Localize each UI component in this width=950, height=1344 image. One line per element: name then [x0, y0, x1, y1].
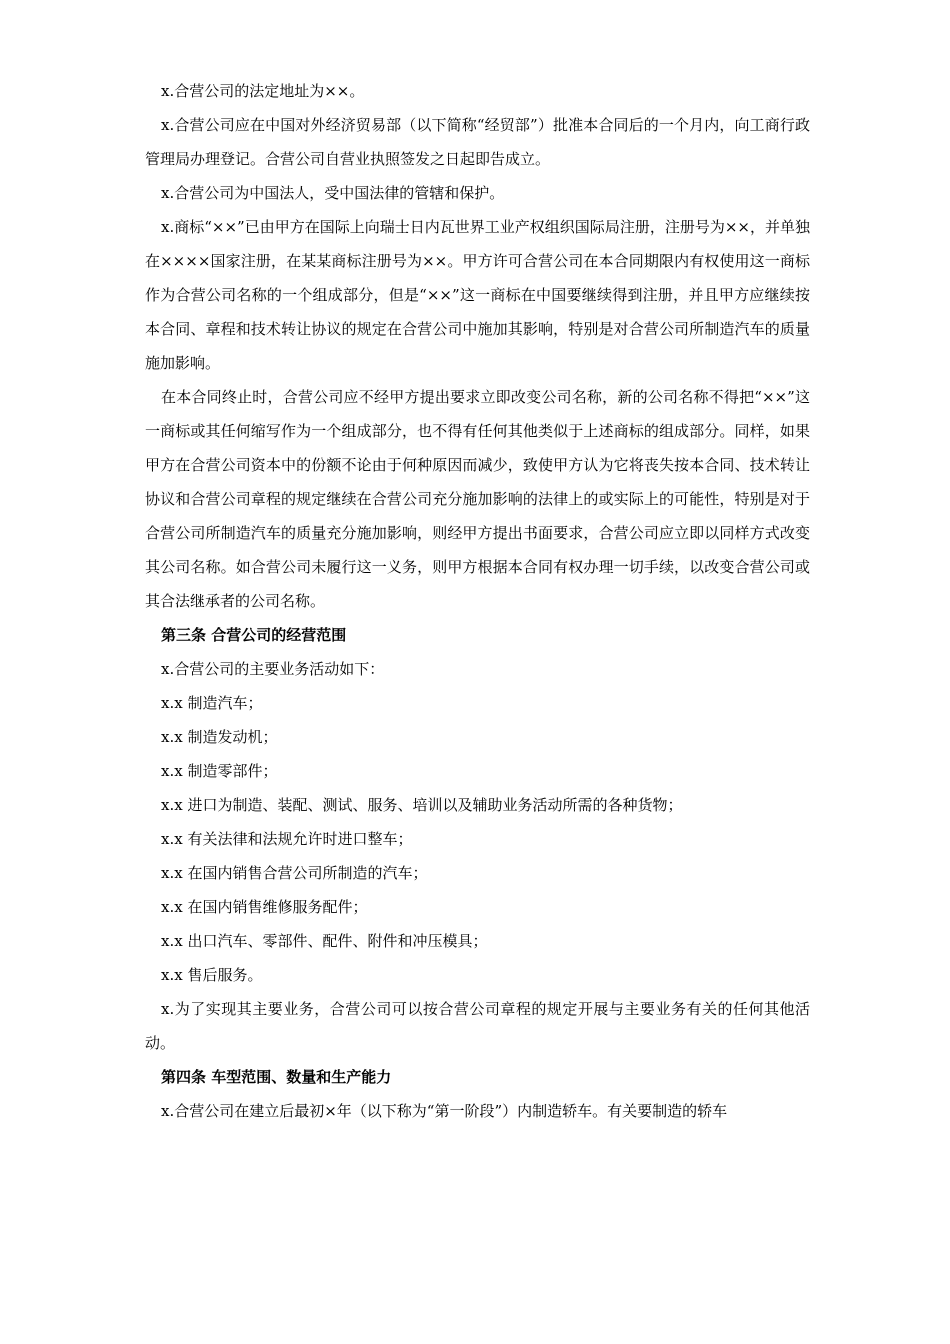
list-item-after-sales: x.x 售后服务。	[161, 966, 263, 984]
paragraph-registration: x.合营公司应在中国对外经济贸易部（以下简称“经贸部”）批准本合同后的一个月内，向工商行政管理局办理登记。合营公司自营业执照签发之日起即告成立。	[145, 116, 810, 168]
list-item-import-vehicles: x.x 有关法律和法规允许时进口整车；	[161, 830, 413, 848]
list-item-import-goods: x.x 进口为制造、装配、测试、服务、培训以及辅助业务活动所需的各种货物；	[161, 796, 683, 814]
list-item-export: x.x 出口汽车、零部件、配件、附件和冲压模具；	[161, 932, 488, 950]
list-item-manufacture-parts: x.x 制造零部件；	[161, 762, 278, 780]
list-item-manufacture-cars: x.x 制造汽车；	[161, 694, 263, 712]
paragraph-legal-person: x.合营公司为中国法人，受中国法律的管辖和保护。	[161, 184, 505, 202]
document-body	[145, 74, 810, 1128]
section-heading-vehicle-scope: 第四条 车型范围、数量和生产能力	[161, 1068, 392, 1086]
paragraph-first-phase: x.合营公司在建立后最初×年（以下称为“第一阶段”）内制造轿车。有关要制造的轿车	[161, 1102, 728, 1120]
paragraph-name-change: 在本合同终止时，合营公司应不经甲方提出要求立即改变公司名称，新的公司名称不得把“××”这一商标或其任何缩写作为一个组成部分，也不得有任何其他类似于上述商标的组成部分。同样，如果甲方在合营公司资本中的份额不论由于何种原因而减少，致使甲方认为它将丧失按本合同、技术转让协议和合营公司章程的规定继续在合营公司充分施加影响的法律上的或实际上的可能性，特别是对于合营公司所制造汽车的质量充分施加影响，则经甲方提出书面要求，合营公司应立即以同样方式改变其公司名称。如合营公司未履行这一义务，则甲方根据本合同有权办理一切手续，以改变合营公司或其合法继承者的公司名称。	[145, 388, 810, 610]
list-item-domestic-car-sales: x.x 在国内销售合营公司所制造的汽车；	[161, 864, 428, 882]
paragraph-trademark: x.商标“××”已由甲方在国际上向瑞士日内瓦世界工业产权组织国际局注册，注册号为××，并单独在××××国家注册，在某某商标注册号为××。甲方许可合营公司在本合同期限内有权使用这一商标作为合营公司名称的一个组成部分，但是“××”这一商标在中国要继续得到注册，并且甲方应继续按本合同、章程和技术转让协议的规定在合营公司中施加其影响，特别是对合营公司所制造汽车的质量施加影响。	[145, 218, 810, 372]
paragraph-other-activities: x.为了实现其主要业务，合营公司可以按合营公司章程的规定开展与主要业务有关的任何其他活动。	[145, 1000, 810, 1052]
list-item-manufacture-engines: x.x 制造发动机；	[161, 728, 278, 746]
paragraph-main-activities: x.合营公司的主要业务活动如下：	[161, 660, 385, 678]
list-item-domestic-parts-sales: x.x 在国内销售维修服务配件；	[161, 898, 368, 916]
section-heading-business-scope: 第三条 合营公司的经营范围	[161, 626, 347, 644]
paragraph-legal-address: x.合营公司的法定地址为××。	[161, 82, 365, 100]
